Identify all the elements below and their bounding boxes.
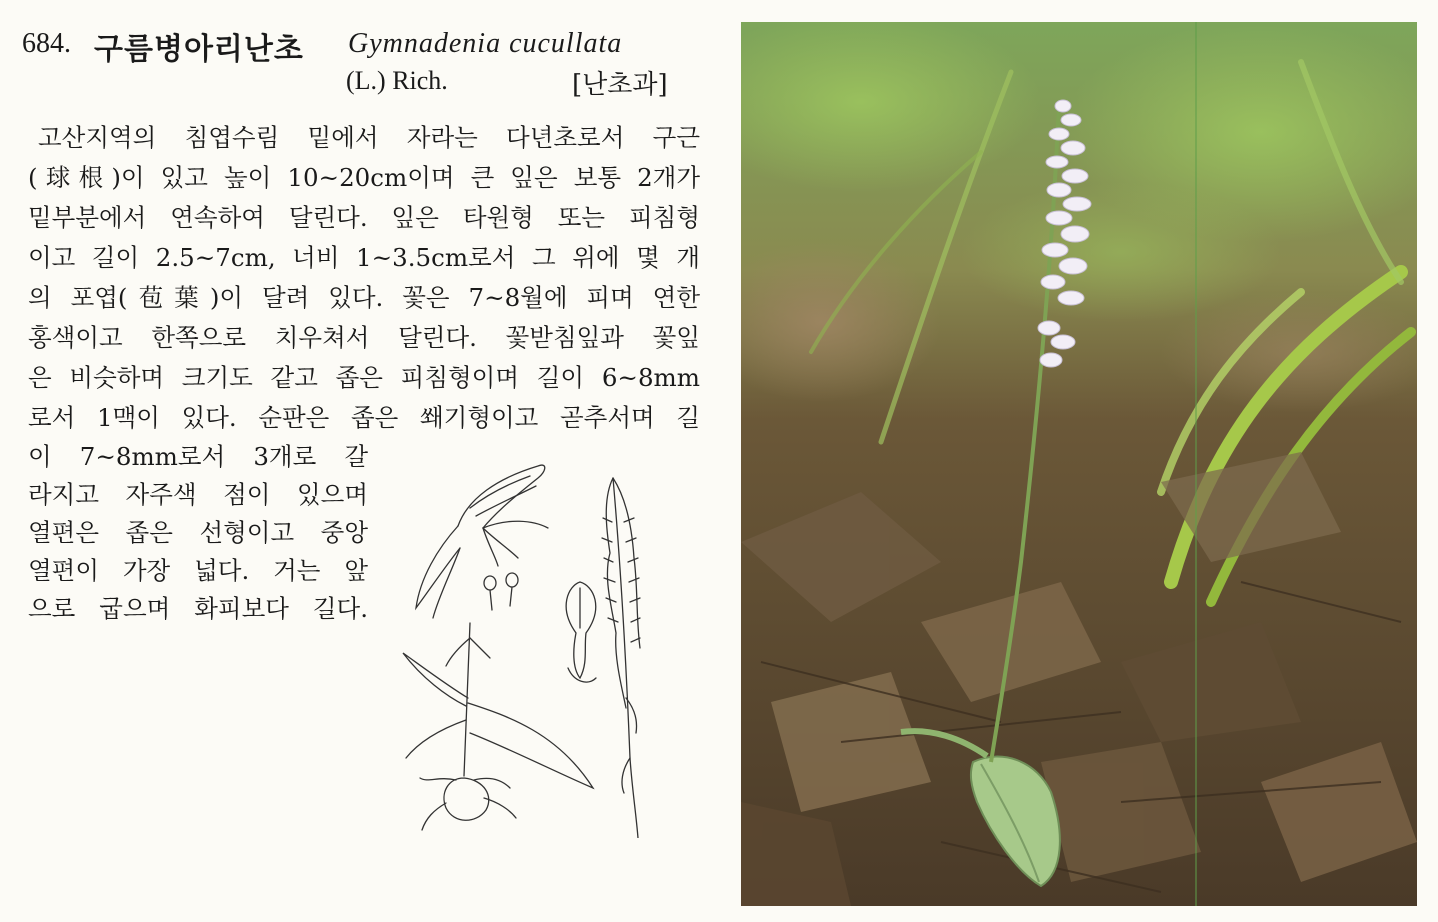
- description-line: (球根)이 있고 높이 10~20cm이며 큰 잎은 보통 2개가: [28, 163, 700, 192]
- description-line: 라지고 자주색 점이 있으며: [28, 480, 368, 509]
- whole-plant-drawing: [403, 623, 593, 830]
- plant-photograph: [741, 22, 1417, 906]
- description-text-narrow: [28, 438, 368, 628]
- entry-number: 684.: [22, 28, 71, 59]
- family-name: [난초과]: [572, 70, 668, 100]
- description-line: 의 포엽(苞葉)이 달려 있다. 꽃은 7~8월에 피며 연한: [28, 283, 700, 312]
- description-line: 열편이 가장 넓다. 거는 앞: [28, 556, 368, 585]
- korean-name: 구름병아리난초: [94, 32, 304, 67]
- description-line: 이 7~8mm로서 3개로 갈: [28, 442, 368, 471]
- description-line: 밑부분에서 연속하여 달린다. 잎은 타원형 또는 피침형: [28, 203, 700, 232]
- scientific-name: Gymnadenia cucullata: [348, 28, 623, 59]
- description-line: 홍색이고 한쪽으로 치우쳐서 달린다. 꽃받침잎과 꽃잎: [28, 323, 700, 352]
- botanical-illustration: [398, 458, 688, 838]
- inflorescence-drawing: [602, 478, 640, 838]
- pollinia-drawing: [484, 573, 518, 610]
- description-line: 이고 길이 2.5~7cm, 너비 1~3.5cm로서 그 위에 몇 개: [28, 243, 700, 272]
- description-line: 로서 1맥이 있다. 순판은 좁은 쐐기형이고 곧추서며 길: [28, 403, 700, 432]
- description-text: [28, 118, 700, 438]
- lip-detail-drawing: [566, 582, 596, 682]
- description-line: 은 비슷하며 크기도 같고 좁은 피침형이며 길이 6~8mm: [28, 363, 700, 392]
- description-line: 으로 굽으며 화피보다 길다.: [28, 594, 368, 623]
- description-line: 고산지역의 침엽수림 밑에서 자라는 다년초로서 구근: [38, 123, 700, 152]
- description-line: 열편은 좁은 선형이고 중앙: [28, 518, 368, 547]
- flower-detail-drawing: [416, 465, 548, 618]
- entry-title: [22, 22, 722, 67]
- author-citation: (L.) Rich.: [346, 66, 448, 95]
